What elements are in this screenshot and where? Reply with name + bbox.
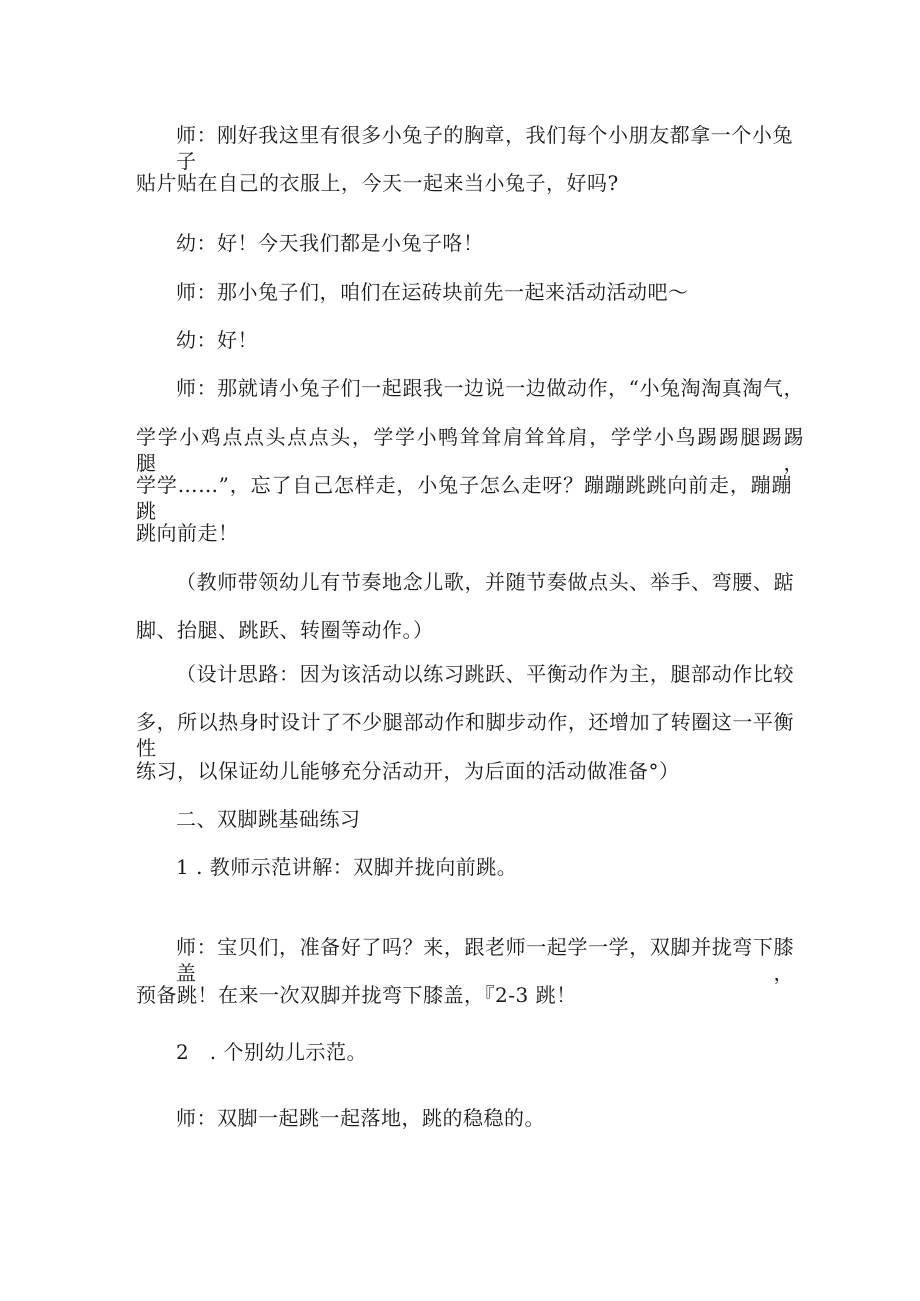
section-heading: 二、双脚跳基础练习	[176, 807, 361, 831]
list-item-2: 2 . 个别幼儿示范。	[176, 1040, 367, 1064]
paragraph-1-line-2: 贴片贴在自己的衣服上，今天一起来当小兔子，好吗?	[136, 171, 619, 195]
paragraph-2-line-1: 幼：好！今天我们都是小兔子咯！	[176, 231, 484, 255]
paragraph-12-line-1: 师：双脚一起跳一起落地，跳的稳稳的。	[176, 1106, 545, 1130]
paragraph-7-line-3: 练习，以保证幼儿能够充分活动开，为后面的活动做准备°）	[136, 759, 680, 783]
paragraph-5-line-4: 跳向前走！	[136, 521, 239, 545]
paragraph-10-line-1: 师：宝贝们，准备好了吗？来，跟老师一起学一学，双脚并拢弯下膝盖，	[176, 935, 794, 985]
paragraph-7-line-1: （设计思路：因为该活动以练习跳跃、平衡动作为主，腿部动作比较	[176, 662, 794, 686]
paragraph-3-line-1: 师：那小兔子们，咱们在运砖块前先一起来活动活动吧～	[176, 280, 689, 304]
paragraph-1-line-1: 师：刚好我这里有很多小兔子的胸章，我们每个小朋友都拿一个小兔子	[176, 123, 793, 173]
paragraph-7-line-2: 多，所以热身时设计了不少腿部动作和脚步动作，还增加了转圈这一平衡性	[136, 710, 794, 760]
paragraph-5-line-2: 学学小鸡点点头点点头，学学小鸭耸耸肩耸耸肩，学学小鸟踢踢腿踢踢腿，	[136, 425, 804, 475]
paragraph-5-line-1: 师：那就请小兔子们一起跟我一边说一边做动作，“小兔淘淘真淘气，	[176, 376, 804, 400]
paragraph-4-line-1: 幼：好！	[176, 328, 258, 352]
paragraph-6-line-1: （教师带领幼儿有节奏地念儿歌，并随节奏做点头、举手、弯腰、踮	[176, 570, 794, 594]
paragraph-5-line-3: 学学……”，忘了自己怎样走，小兔子怎么走呀？蹦蹦跳跳向前走，蹦蹦跳	[136, 473, 792, 523]
paragraph-6-line-2: 脚、抬腿、跳跃、转圈等动作。）	[136, 618, 434, 642]
paragraph-10-line-2: 预备跳！在来一次双脚并拢弯下膝盖，『2-3 跳！	[136, 983, 577, 1007]
list-item-1: 1 . 教师示范讲解：双脚并拢向前跳。	[176, 855, 518, 879]
